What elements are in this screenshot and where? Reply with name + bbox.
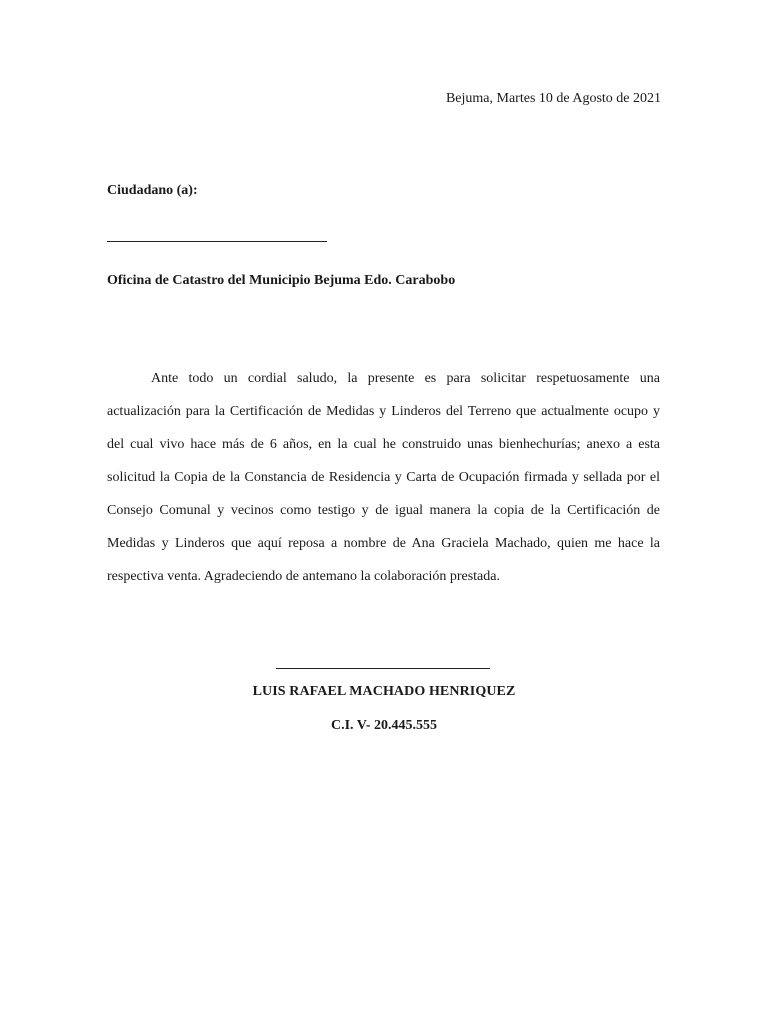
addressee-label: Ciudadano (a):	[107, 183, 198, 198]
recipient-office: Oficina de Catastro del Municipio Bejuma Edo. Carabobo	[107, 273, 456, 288]
addressee-blank-line	[107, 229, 327, 242]
signer-name: LUIS RAFAEL MACHADO HENRIQUEZ	[252, 684, 516, 699]
letter-body: Ante todo un cordial saludo, la presente es para solicitar respetuosamente una actualización para la Certificación de Medidas y Linderos del Terreno que actualmente ocupo y del cual vivo hace más de 6 años, en la cual he construido unas bienhechurías; anexo a esta solicitud la Copia de la Constancia de Residencia y Carta de Ocupación firmada y sellada por el Consejo Comunal y vecinos como testigo y de igual manera la copia de la Certificación de Medidas y Linderos que aquí reposa a nombre de Ana Graciela Machado, quien me hace la respectiva venta. Agradeciendo de antemano la colaboración prestada.	[107, 371, 660, 584]
signer-id: C.I. V- 20.445.555	[330, 718, 438, 733]
date-line: Bejuma, Martes 10 de Agosto de 2021	[445, 91, 661, 106]
signature-line	[276, 656, 490, 669]
